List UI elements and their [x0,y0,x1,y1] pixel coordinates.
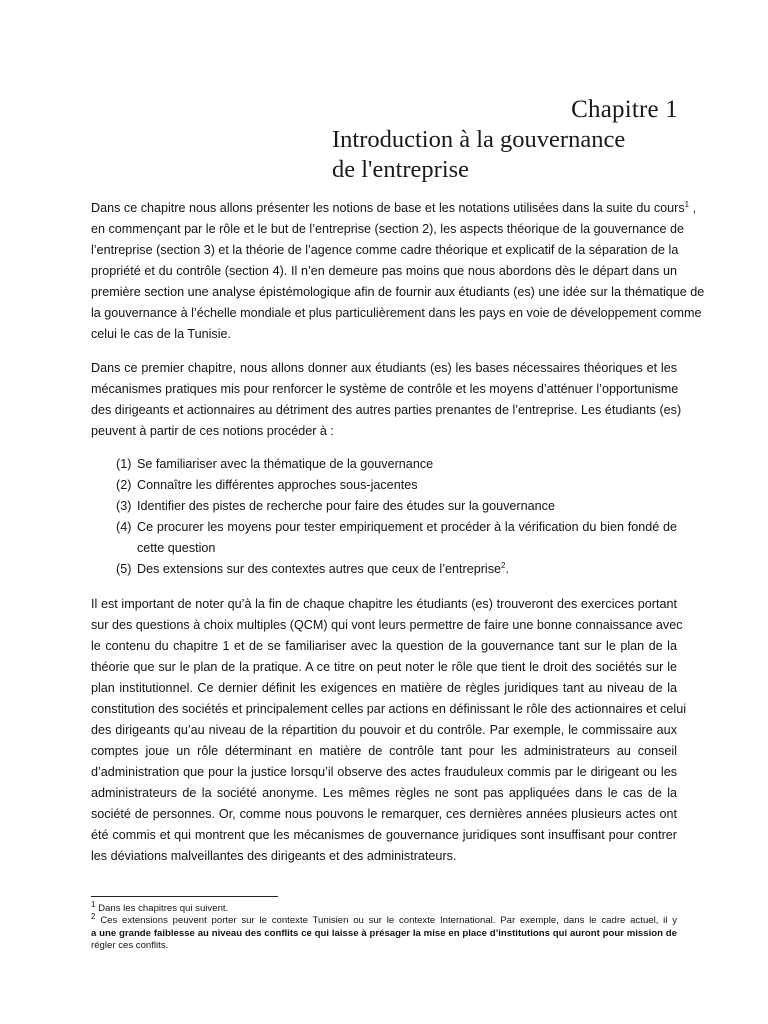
paragraph-line: d’administration que pour la justice lorsqu’il observe des actes frauduleux commis par le dirigeant ou les [91,765,677,779]
footnote-text: Ces extensions peuvent porter sur le contexte Tunisien ou sur le contexte International. Par exemple, dans le cadre actuel, il y [95,915,677,927]
footnote-mark: 1 [91,899,96,909]
list-item-text [137,559,677,580]
paragraph-line: celui le cas de la Tunisie. [91,327,232,341]
paragraph-notes [91,594,687,867]
paragraph-line: des dirigeants qu’au niveau de la répartition du pouvoir et du contrôle. Par exemple, le commissaire aux [91,723,677,737]
list-item-text: Se familiariser avec la thématique de la gouvernance [137,457,434,471]
paragraph-line: Dans ce premier chapitre, nous allons donner aux étudiants (es) les bases nécessaires théoriques et les [91,361,677,375]
list-item [116,517,677,559]
chapter-title [332,125,678,185]
footnote-mark: 2 [91,912,96,922]
list-item-text-main: Des extensions sur des contextes autres que ceux de l’entreprise [137,562,502,576]
list-item [116,496,677,517]
paragraph-line: sur des questions à choix multiples (QCM) qui vont leurs permettre de faire une bonne connaissance avec [91,618,683,632]
paragraph-line: première section une analyse épistémologique afin de fournir aux étudiants (es) une idée sur la thématique de [91,285,705,299]
chapter-heading [332,93,678,185]
list-item-text: Ce procurer les moyens pour tester empiriquement et procéder à la vérification du bien fondé de [137,520,677,534]
line-text-tail: , [689,201,697,215]
list-number: (3) [116,499,132,513]
footnotes [91,899,677,952]
paragraph-objectives [91,358,682,442]
chapter-title-line-2: de l'entreprise [332,156,470,183]
list-item-text: Connaître les différentes approches sous-jacentes [137,478,418,492]
chapter-number: Chapitre 1 [571,96,678,123]
paragraph-line: comptes joue un rôle déterminant en matière de contrôle tant pour les administrateurs au conseil [91,744,677,758]
paragraph-line [91,198,697,219]
paragraph-line: peuvent à partir de ces notions procéder à : [91,424,334,438]
paragraph-line: propriété et du contrôle (section 4). Il n’en demeure pas moins que nous abordons dès le départ dans un [91,264,677,278]
paragraph-line: la gouvernance à l’échelle mondiale et plus particulièrement dans les pays en voie de développement comme [91,306,702,320]
paragraph-line: été commis et qui montrent que les mécanismes de gouvernance juridiques sont insuffisant pour contrer [91,828,677,842]
paragraph-line: mécanismes pratiques mis pour renforcer le système de contrôle et les moyens d’atténuer l’opportunisme [91,382,679,396]
paragraph-line: en commençant par le rôle et le but de l’entreprise (section 2), les aspects théorique de la gouvernance de [91,222,684,236]
paragraph-line: le contenu du chapitre 1 et de se familiariser avec la question de la gouvernance tant sur le plan de la [91,639,677,653]
paragraph-line: plan institutionnel. Ce dernier définit les exigences en matière de règles juridiques tant au niveau de la [91,681,677,695]
list-item [116,559,677,580]
list-item-text: cette question [137,541,216,555]
paragraph-line: théorie que sur le plan de la pratique. A ce titre on peut noter le rôle que tient le droit des sociétés sur le [91,660,677,674]
footnote-text: Dans les chapitres qui suivent. [95,903,229,914]
paragraph-line: société de personnes. Or, comme nous pouvons le remarquer, ces dernières années plusieurs actes ont [91,807,677,821]
paragraph-line: les déviations malveillantes des dirigeants et des administrateurs. [91,849,457,863]
list-number: (1) [116,457,132,471]
footnote-ref-1[interactable]: 1 [684,199,690,209]
footnote-ref-2[interactable]: 2 [501,560,506,570]
list-item-text-tail: . [505,562,509,576]
footnote-2-line: a une grande faiblesse au niveau des conflits ce qui laisse à présager la mise en place d’institutions qui auront pour mission de [91,927,677,939]
paragraph-intro [91,198,705,345]
list-item [116,454,677,475]
line-text: Dans ce chapitre nous allons présenter les notions de base et les notations utilisées dans la suite du cours [91,201,685,215]
list-item [116,475,677,496]
chapter-title-line-1: Introduction à la gouvernance [332,126,626,153]
paragraph-line: Il est important de noter qu’à la fin de chaque chapitre les étudiants (es) trouveront des exercices portant [91,597,677,611]
paragraph-line: l’entreprise (section 3) et la théorie de l’agence comme cadre théorique et explicatif de la séparation de la [91,243,679,257]
list-number: (5) [116,562,132,576]
footnote-separator [91,896,278,897]
paragraph-line: constitution des sociétés et principalement celles par actions en définissant le rôle des actionnaires et celui [91,702,687,716]
footnote-2 [91,912,677,927]
list-item-text: Identifier des pistes de recherche pour faire des études sur la gouvernance [137,499,555,513]
footnote-2-line: régler ces conflits. [91,939,169,951]
paragraph-line: des dirigeants et actionnaires au détriment des autres parties prenantes de l’entreprise. Les étudiants (es) [91,403,682,417]
footnote-1 [91,899,677,915]
objectives-list [116,454,677,580]
paragraph-line: administrateurs de la société anonyme. Les mêmes règles ne sont pas appliquées dans le cas de la [91,786,677,800]
list-number: (2) [116,478,132,492]
list-number: (4) [116,520,132,534]
